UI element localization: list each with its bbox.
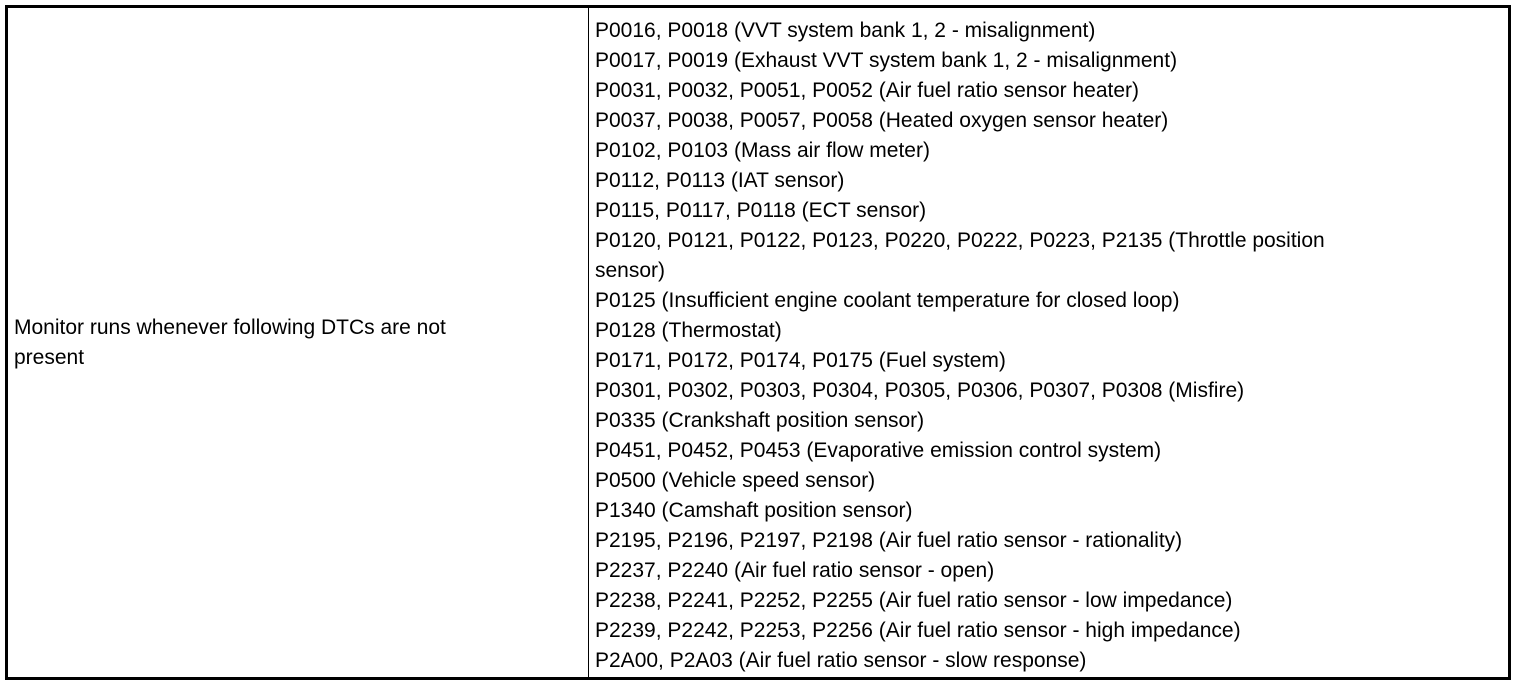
dtc-line: P0125 (Insufficient engine coolant temperature for closed loop) <box>595 289 1180 312</box>
dtc-line: P0037, P0038, P0057, P0058 (Heated oxygen sensor heater) <box>595 109 1169 132</box>
dtc-condition-table <box>5 5 1511 680</box>
dtc-line: P0120, P0121, P0122, P0123, P0220, P0222, P0223, P2135 (Throttle position <box>595 229 1325 252</box>
dtc-line: P0500 (Vehicle speed sensor) <box>595 469 876 492</box>
dtc-line: P0017, P0019 (Exhaust VVT system bank 1, 2 - misalignment) <box>595 49 1178 72</box>
dtc-line: P0115, P0117, P0118 (ECT sensor) <box>595 199 927 222</box>
dtc-line: P2239, P2242, P2253, P2256 (Air fuel ratio sensor - high impedance) <box>595 619 1241 642</box>
dtc-list-cell <box>589 8 1508 677</box>
condition-text <box>14 313 574 373</box>
dtc-line: P2237, P2240 (Air fuel ratio sensor - open) <box>595 559 995 582</box>
dtc-line: P0112, P0113 (IAT sensor) <box>595 169 845 192</box>
dtc-line: P1340 (Camshaft position sensor) <box>595 499 913 522</box>
condition-label-line2: present <box>14 345 85 369</box>
dtc-line: P2A00, P2A03 (Air fuel ratio sensor - slow response) <box>595 649 1087 672</box>
dtc-line: P0335 (Crankshaft position sensor) <box>595 409 925 432</box>
dtc-line: P0102, P0103 (Mass air flow meter) <box>595 139 930 162</box>
dtc-line: P2238, P2241, P2252, P2255 (Air fuel ratio sensor - low impedance) <box>595 589 1233 612</box>
dtc-line: P0301, P0302, P0303, P0304, P0305, P0306, P0307, P0308 (Misfire) <box>595 379 1245 402</box>
dtc-line: P0031, P0032, P0051, P0052 (Air fuel ratio sensor heater) <box>595 79 1140 102</box>
dtc-line: P0451, P0452, P0453 (Evaporative emission control system) <box>595 439 1162 462</box>
condition-cell <box>8 8 589 677</box>
dtc-line: sensor) <box>595 259 666 282</box>
dtc-line: P2195, P2196, P2197, P2198 (Air fuel ratio sensor - rationality) <box>595 529 1183 552</box>
condition-label-line1: Monitor runs whenever following DTCs are not <box>14 315 446 339</box>
dtc-line: P0171, P0172, P0174, P0175 (Fuel system) <box>595 349 1006 372</box>
dtc-line: P0016, P0018 (VVT system bank 1, 2 - misalignment) <box>595 19 1096 42</box>
dtc-line: P0128 (Thermostat) <box>595 319 782 342</box>
